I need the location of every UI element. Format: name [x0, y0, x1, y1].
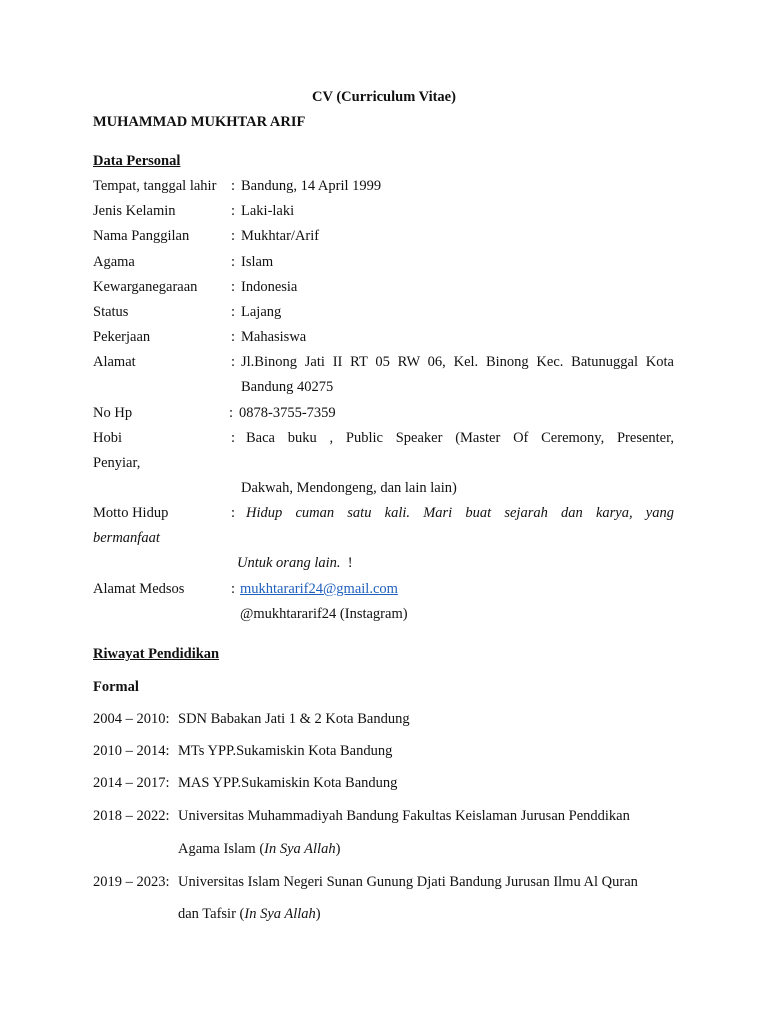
instagram-handle: @mukhtararif24 (Instagram): [240, 606, 408, 622]
status-label: Status: [93, 304, 129, 320]
colon: :: [231, 178, 236, 194]
motto-line-1: Hidup cuman satu kali. Mari buat sejarah dan karya, yang: [246, 505, 674, 521]
colon: :: [231, 203, 236, 219]
education-school: SDN Babakan Jati 1 & 2 Kota Bandung: [178, 711, 410, 727]
hobby-overflow: Penyiar,: [93, 455, 141, 471]
education-school: MTs YPP.Sukamiskin Kota Bandung: [178, 743, 393, 759]
gender-label: Jenis Kelamin: [93, 203, 176, 219]
religion-label: Agama: [93, 254, 135, 270]
colon: :: [231, 304, 236, 320]
education-school: Universitas Muhammadiyah Bandung Fakultas Keislaman Jurusan Penddikan: [178, 808, 630, 824]
citizenship-value: Indonesia: [241, 279, 298, 295]
education-years: 2018 – 2022:: [93, 808, 170, 824]
email-link[interactable]: mukhtararif24@gmail.com: [240, 581, 398, 597]
colon: :: [231, 254, 236, 270]
colon: :: [231, 430, 236, 446]
education-school-continued: [178, 840, 340, 858]
education-years: 2014 – 2017:: [93, 775, 170, 791]
address-label: Alamat: [93, 354, 136, 370]
cont-italic: In Sya Allah: [244, 906, 316, 922]
motto-line-2: Untuk orang lain.: [237, 555, 341, 571]
hobby-line-2: Dakwah, Mendongeng, dan lain lain): [241, 480, 457, 496]
personal-data-heading: Data Personal: [93, 153, 181, 169]
hobby-line-1: Baca buku , Public Speaker (Master Of Ceremony, Presenter,: [246, 430, 674, 446]
cont-text: Agama Islam (: [178, 841, 265, 857]
job-label: Pekerjaan: [93, 329, 151, 345]
education-school: MAS YPP.Sukamiskin Kota Bandung: [178, 775, 398, 791]
colon: :: [231, 228, 236, 244]
colon: :: [231, 279, 236, 295]
colon: :: [231, 505, 236, 521]
education-years: 2004 – 2010:: [93, 711, 170, 727]
religion-value: Islam: [241, 254, 274, 270]
gender-value: Laki-laki: [241, 203, 295, 219]
nickname-value: Mukhtar/Arif: [241, 228, 320, 244]
motto-exclamation: !: [347, 555, 353, 571]
citizenship-label: Kewarganegaraan: [93, 279, 198, 295]
phone-value: 0878-3755-7359: [239, 405, 336, 421]
colon: :: [231, 354, 236, 370]
phone-label: No Hp: [93, 405, 133, 421]
colon: :: [231, 329, 236, 345]
nickname-label: Nama Panggilan: [93, 228, 190, 244]
birth-value: Bandung, 14 April 1999: [241, 178, 382, 194]
education-years: 2019 – 2023:: [93, 874, 170, 890]
address-line-2: Bandung 40275: [241, 379, 334, 395]
formal-label: Formal: [93, 679, 139, 695]
full-name: MUHAMMAD MUKHTAR ARIF: [93, 114, 306, 130]
address-line-1: Jl.Binong Jati II RT 05 RW 06, Kel. Binong Kec. Batunuggal Kota: [241, 354, 674, 370]
status-value: Lajang: [241, 304, 282, 320]
motto-line-2-wrap: [237, 554, 353, 572]
document-title: CV (Curriculum Vitae): [312, 89, 456, 105]
education-school-continued: [178, 905, 321, 923]
education-heading: Riwayat Pendidikan: [93, 646, 220, 662]
colon: :: [229, 405, 234, 421]
cont-text: dan Tafsir (: [178, 906, 245, 922]
cont-text: ): [335, 841, 341, 857]
social-label: Alamat Medsos: [93, 581, 185, 597]
hobby-label: Hobi: [93, 430, 122, 446]
cont-text: ): [315, 906, 321, 922]
job-value: Mahasiswa: [241, 329, 307, 345]
education-years: 2010 – 2014:: [93, 743, 170, 759]
birth-label: Tempat, tanggal lahir: [93, 178, 217, 194]
motto-overflow: bermanfaat: [93, 530, 160, 546]
motto-label: Motto Hidup: [93, 505, 169, 521]
cont-italic: In Sya Allah: [264, 841, 336, 857]
education-school: Universitas Islam Negeri Sunan Gunung Djati Bandung Jurusan Ilmu Al Quran: [178, 874, 638, 890]
colon: :: [231, 581, 236, 597]
